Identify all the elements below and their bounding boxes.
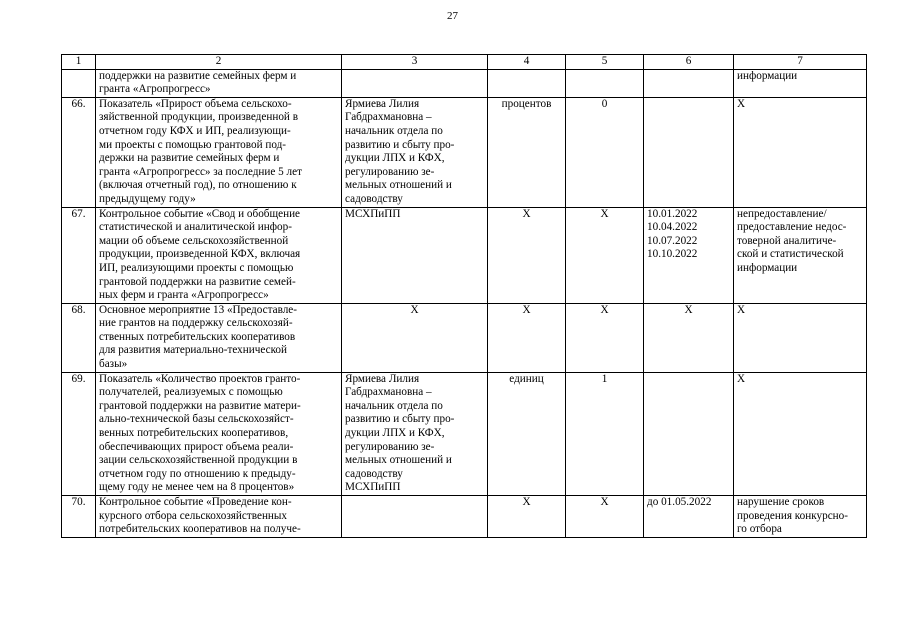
- table-row: [62, 97, 867, 207]
- description-line: венных потребительских кооперативов,: [99, 427, 289, 440]
- unit-cell: процентов: [488, 97, 566, 207]
- description-line: грантовой поддержки на развитие матери-: [99, 399, 301, 412]
- risk-line: информации: [737, 261, 798, 274]
- row-number-cell: 70.: [62, 496, 96, 538]
- page-number: 27: [447, 10, 458, 22]
- responsible-cell: [342, 496, 488, 538]
- description-line: отчетном году КФХ и ИП, реализующи-: [99, 124, 291, 137]
- responsible-line: садоводству: [345, 192, 403, 205]
- description-line: (включая отчетный год), по отношению к: [99, 179, 297, 192]
- description-cell: [96, 69, 342, 97]
- header-cell-6: 6: [644, 55, 734, 70]
- responsible-line: МСХПиПП: [345, 207, 401, 220]
- risk-line: предоставление недос-: [737, 221, 847, 234]
- description-line: получателей, реализуемых с помощью: [99, 386, 283, 399]
- table-row: [62, 496, 867, 538]
- header-cell-2: 2: [96, 55, 342, 70]
- row-number-cell: 69.: [62, 372, 96, 495]
- row-number-cell: 67.: [62, 207, 96, 303]
- date-cell: [644, 496, 734, 538]
- risk-cell: [734, 372, 867, 495]
- responsible-line: развитию и сбыту про-: [345, 138, 455, 151]
- description-line: Контрольное событие «Проведение кон-: [99, 496, 292, 508]
- responsible-line: Ярмиева Лилия: [345, 372, 420, 385]
- risk-line: X: [737, 303, 746, 316]
- value-cell: X: [566, 496, 644, 538]
- table-row: [62, 372, 867, 495]
- description-cell: [96, 303, 342, 372]
- description-line: для развития материально-технической: [99, 344, 288, 357]
- risk-line: нарушение сроков: [737, 496, 825, 508]
- table-row: [62, 207, 867, 303]
- description-line: статистической и аналитической инфор-: [99, 221, 292, 234]
- date-line: 10.07.2022: [647, 234, 698, 247]
- date-line: 10.01.2022: [647, 207, 698, 220]
- responsible-cell: [342, 97, 488, 207]
- description-line: Показатель «Количество проектов гранто-: [99, 372, 301, 385]
- row-number-cell: [62, 69, 96, 97]
- responsible-line: развитию и сбыту про-: [345, 413, 455, 426]
- description-line: ИП, реализующими проекты с помощью: [99, 261, 294, 274]
- description-line: курсного отбора сельскохозяйственных: [99, 509, 288, 522]
- unit-cell: X: [488, 207, 566, 303]
- description-cell: [96, 372, 342, 495]
- description-cell: [96, 207, 342, 303]
- responsible-line: дукции ЛПХ и КФХ,: [345, 427, 445, 440]
- date-cell: [644, 97, 734, 207]
- date-cell: [644, 69, 734, 97]
- description-cell: [96, 97, 342, 207]
- description-line: обеспечивающих прирост объема реали-: [99, 440, 294, 453]
- value-cell: [566, 69, 644, 97]
- description-line: продукции, произведенной КФХ, включая: [99, 248, 301, 261]
- responsible-line: Габдрахмановна –: [345, 111, 432, 124]
- description-line: Основное мероприятие 13 «Предоставле-: [99, 303, 297, 316]
- responsible-line: Ярмиева Лилия: [345, 97, 420, 110]
- row-number-cell: 66.: [62, 97, 96, 207]
- risk-cell: [734, 97, 867, 207]
- responsible-cell: X: [342, 303, 488, 372]
- description-cell: [96, 496, 342, 538]
- description-line: мации об объеме сельскохозяйственной: [99, 234, 289, 247]
- responsible-line: мельных отношений и: [345, 179, 452, 192]
- risk-line: проведения конкурсно-: [737, 509, 848, 522]
- risk-line: X: [737, 97, 746, 110]
- header-cell-1: 1: [62, 55, 96, 70]
- header-cell-5: 5: [566, 55, 644, 70]
- description-line: потребительских кооперативов на получе-: [99, 523, 301, 536]
- header-row: [62, 55, 867, 70]
- description-line: ственных потребительских кооперативов: [99, 330, 296, 343]
- header-cell-7: 7: [734, 55, 867, 70]
- responsible-line: регулированию зе-: [345, 165, 435, 178]
- description-line: ных ферм и гранта «Агропрогресс»: [99, 289, 269, 302]
- risk-cell: [734, 69, 867, 97]
- unit-cell: X: [488, 496, 566, 538]
- responsible-line: Габдрахмановна –: [345, 386, 432, 399]
- risk-line: ской и статистической: [737, 248, 844, 261]
- value-cell: X: [566, 207, 644, 303]
- description-line: Контрольное событие «Свод и обобщение: [99, 207, 301, 220]
- description-line: Показатель «Прирост объема сельскохо-: [99, 97, 292, 110]
- risk-cell: [734, 207, 867, 303]
- risk-line: информации: [737, 69, 798, 82]
- responsible-line: регулированию зе-: [345, 440, 435, 453]
- description-line: ние грантов на поддержку сельскохозяй-: [99, 317, 293, 330]
- description-line: гранта «Агропрогресс»: [99, 83, 211, 96]
- responsible-line: МСХПиПП: [345, 481, 401, 494]
- responsible-line: садоводству: [345, 467, 403, 480]
- responsible-cell: [342, 207, 488, 303]
- description-line: базы»: [99, 358, 128, 371]
- risk-line: товерной аналитиче-: [737, 234, 837, 247]
- description-line: грантовой поддержки на развитие семей-: [99, 275, 296, 288]
- responsible-cell: [342, 69, 488, 97]
- description-line: щему году не менее чем на 8 процентов»: [99, 481, 295, 494]
- unit-cell: единиц: [488, 372, 566, 495]
- unit-cell: [488, 69, 566, 97]
- responsible-line: мельных отношений и: [345, 454, 452, 467]
- risk-cell: [734, 303, 867, 372]
- risk-line: X: [737, 372, 746, 385]
- date-cell: X: [644, 303, 734, 372]
- description-line: гранта «Агропрогресс» за последние 5 лет: [99, 165, 302, 178]
- value-cell: 1: [566, 372, 644, 495]
- description-line: предыдущему году»: [99, 192, 196, 205]
- description-line: зяйственной продукции, произведенной в: [99, 111, 298, 124]
- responsible-line: начальник отдела по: [345, 399, 443, 412]
- row-number-cell: 68.: [62, 303, 96, 372]
- date-line: до 01.05.2022: [647, 496, 712, 508]
- table-row: [62, 303, 867, 372]
- description-line: отчетном году по отношению к предыду-: [99, 467, 296, 480]
- document-table: [61, 54, 867, 538]
- responsible-line: дукции ЛПХ и КФХ,: [345, 152, 445, 165]
- date-line: 10.04.2022: [647, 221, 698, 234]
- table-row: [62, 69, 867, 97]
- date-cell: [644, 207, 734, 303]
- value-cell: X: [566, 303, 644, 372]
- responsible-line: начальник отдела по: [345, 124, 443, 137]
- description-line: ми проекты с помощью грантовой под-: [99, 138, 287, 151]
- risk-line: непредоставление/: [737, 207, 827, 220]
- responsible-cell: [342, 372, 488, 495]
- unit-cell: X: [488, 303, 566, 372]
- date-line: 10.10.2022: [647, 248, 698, 261]
- risk-line: го отбора: [737, 523, 782, 536]
- table-body: [62, 55, 867, 538]
- date-cell: [644, 372, 734, 495]
- description-line: ально-технической базы сельскохозяйст-: [99, 413, 294, 426]
- description-line: поддержки на развитие семейных ферм и: [99, 69, 297, 82]
- header-cell-3: 3: [342, 55, 488, 70]
- description-line: зации сельскохозяйственной продукции в: [99, 454, 298, 467]
- description-line: держки на развитие семейных ферм и: [99, 152, 280, 165]
- header-cell-4: 4: [488, 55, 566, 70]
- risk-cell: [734, 496, 867, 538]
- value-cell: 0: [566, 97, 644, 207]
